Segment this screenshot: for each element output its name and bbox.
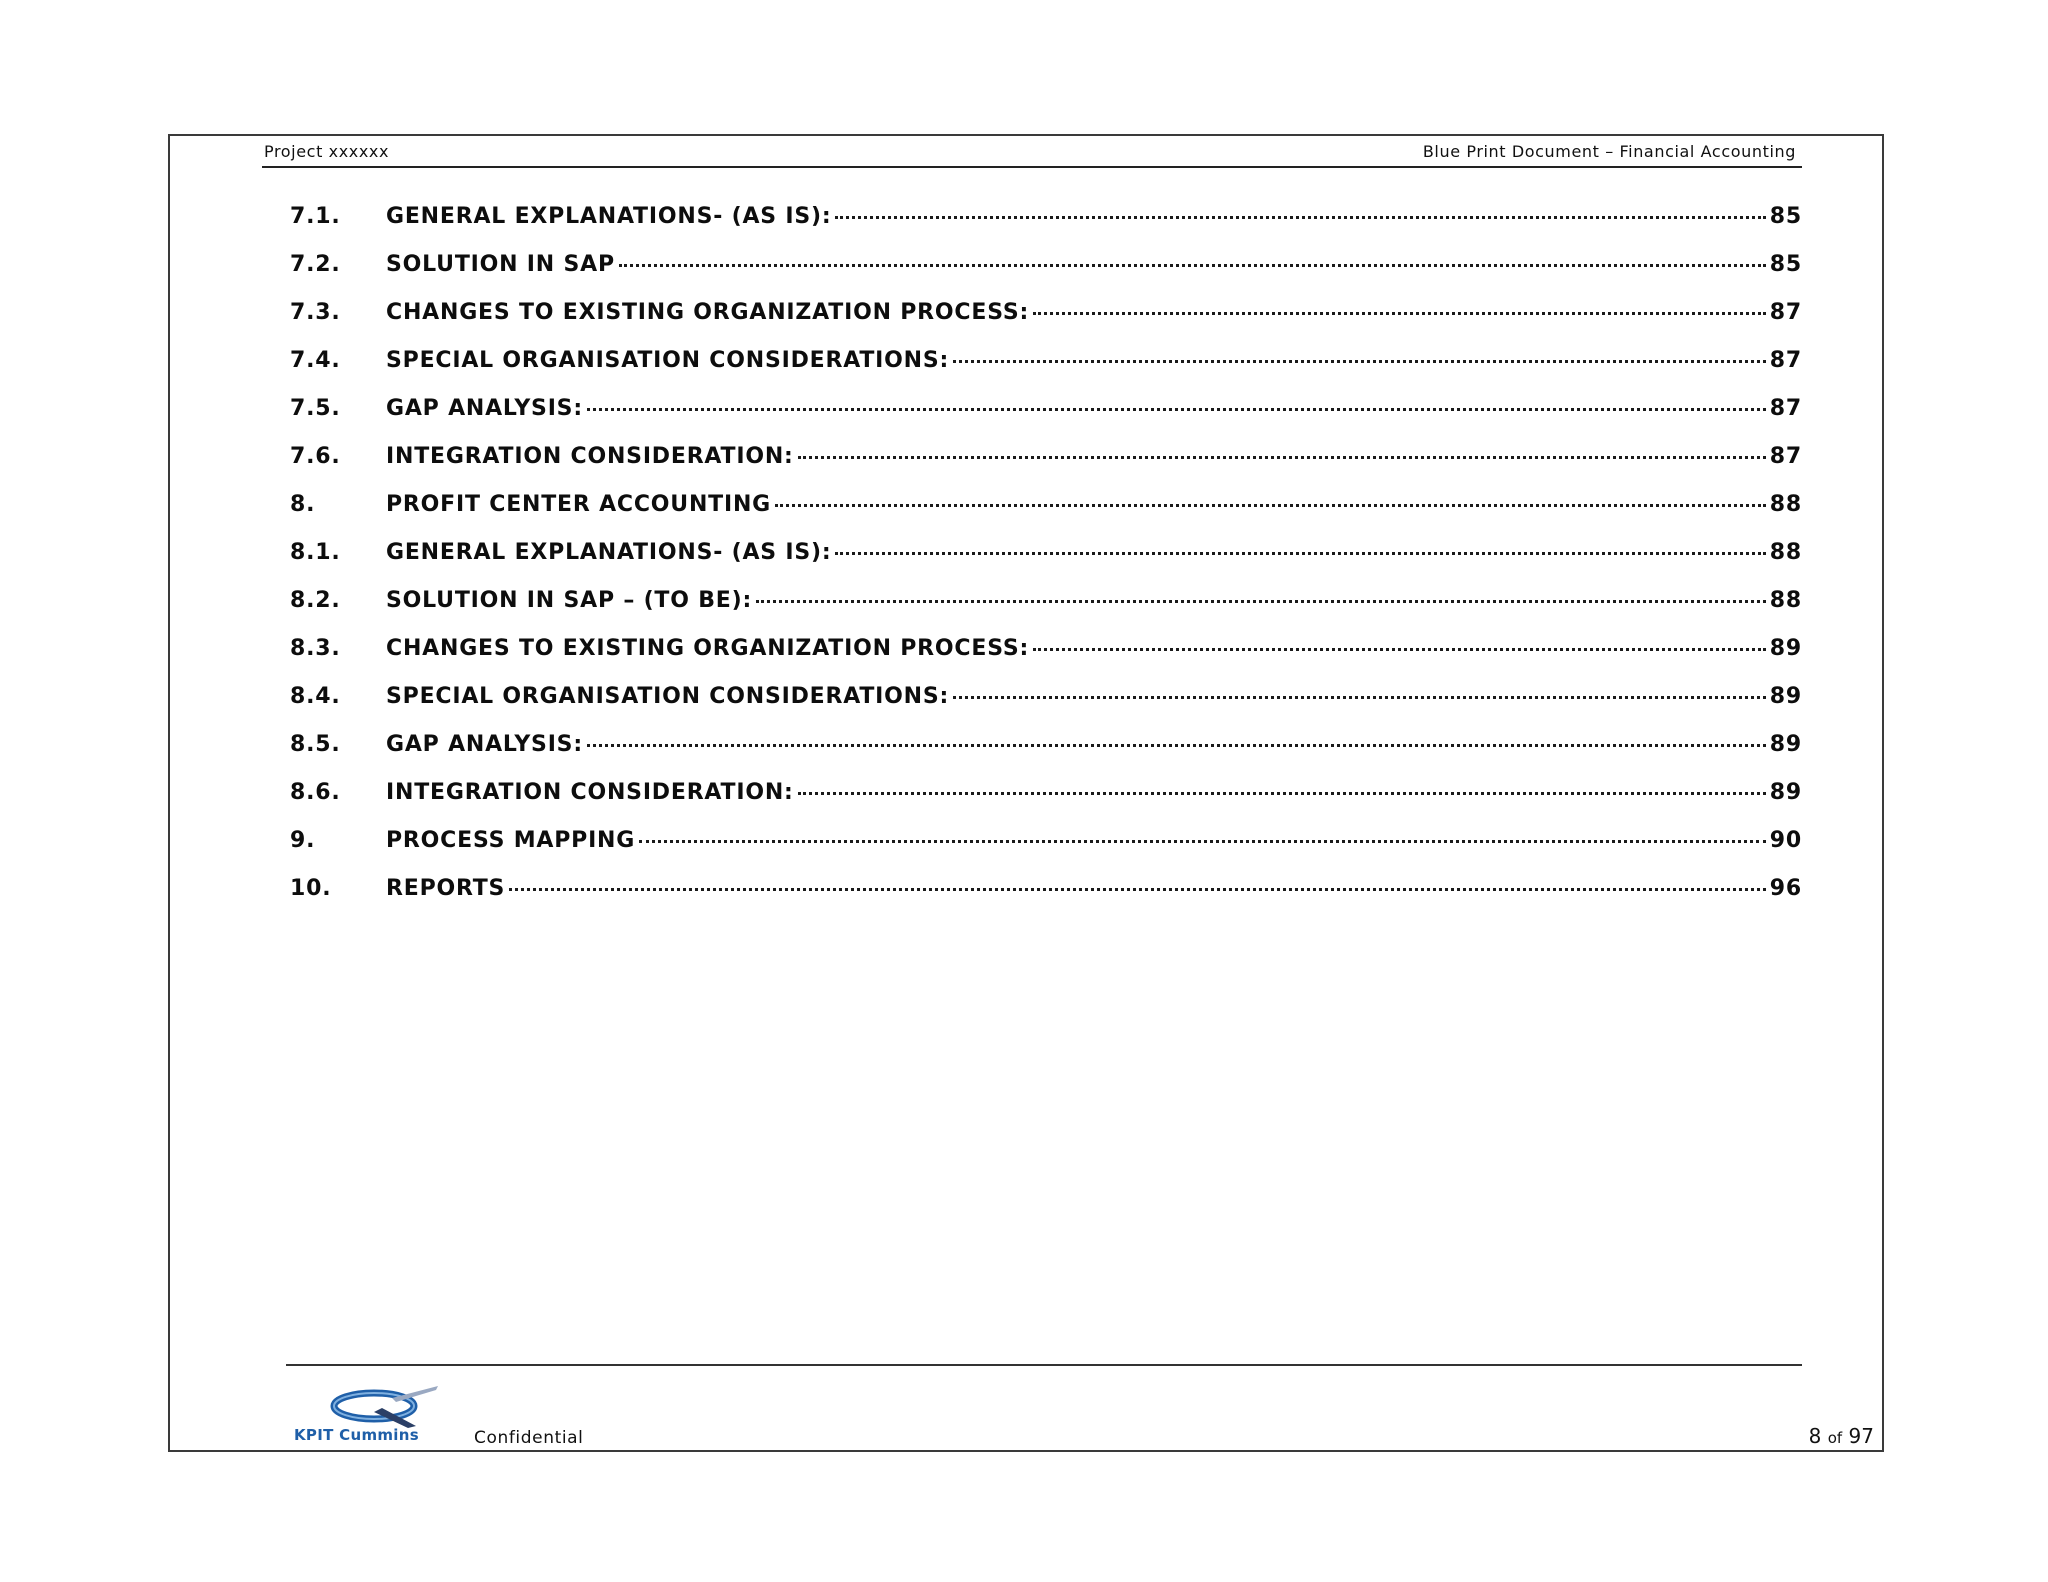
toc-entry[interactable]	[290, 396, 1802, 444]
toc-entry-page: 85	[1769, 204, 1802, 229]
toc-entry-title: GAP ANALYSIS:	[386, 396, 583, 421]
toc-entry-page: 89	[1769, 780, 1802, 805]
toc-entry-number: 7.4.	[290, 348, 341, 373]
toc-entry-page: 87	[1769, 444, 1802, 469]
toc-entry-page: 87	[1769, 396, 1802, 421]
toc-entry-title: GENERAL EXPLANATIONS- (AS IS):	[386, 204, 832, 229]
toc-dot-leader	[798, 456, 1766, 459]
footer-divider	[286, 1364, 1802, 1366]
toc-entry-title: PROFIT CENTER ACCOUNTING	[386, 492, 772, 517]
toc-entry[interactable]	[290, 636, 1802, 684]
toc-entry[interactable]	[290, 492, 1802, 540]
toc-entry-title: SOLUTION IN SAP	[386, 252, 615, 277]
toc-entry-title: INTEGRATION CONSIDERATION:	[386, 780, 794, 805]
page-header	[262, 140, 1802, 168]
toc-dot-leader	[587, 744, 1766, 747]
toc-entry-title: INTEGRATION CONSIDERATION:	[386, 444, 794, 469]
confidential-label: Confidential	[474, 1428, 584, 1448]
toc-entry-page: 88	[1769, 540, 1802, 565]
table-of-contents	[290, 204, 1802, 924]
toc-entry[interactable]	[290, 588, 1802, 636]
kpit-cummins-logo-icon	[312, 1384, 442, 1430]
toc-dot-leader	[775, 504, 1766, 507]
toc-entry-number: 7.2.	[290, 252, 341, 277]
toc-entry-title: SPECIAL ORGANISATION CONSIDERATIONS:	[386, 348, 950, 373]
toc-entry[interactable]	[290, 204, 1802, 252]
toc-entry[interactable]	[290, 876, 1802, 924]
header-project-name: Project xxxxxx	[264, 142, 390, 161]
toc-entry-page: 87	[1769, 300, 1802, 325]
toc-entry-title: SOLUTION IN SAP – (TO BE):	[386, 588, 753, 613]
toc-entry-page: 89	[1769, 684, 1802, 709]
toc-dot-leader	[639, 840, 1766, 843]
toc-entry-number: 8.5.	[290, 732, 341, 757]
toc-entry[interactable]	[290, 252, 1802, 300]
toc-entry-page: 88	[1769, 588, 1802, 613]
toc-entry[interactable]	[290, 540, 1802, 588]
page-current: 8	[1808, 1424, 1822, 1448]
toc-dot-leader	[1033, 648, 1766, 651]
toc-entry[interactable]	[290, 444, 1802, 492]
toc-entry-page: 90	[1769, 828, 1802, 853]
toc-entry[interactable]	[290, 684, 1802, 732]
toc-entry-number: 7.3.	[290, 300, 341, 325]
toc-entry-title: CHANGES TO EXISTING ORGANIZATION PROCESS:	[386, 636, 1030, 661]
toc-entry-number: 8.1.	[290, 540, 341, 565]
toc-dot-leader	[756, 600, 1766, 603]
toc-entry-title: GAP ANALYSIS:	[386, 732, 583, 757]
toc-dot-leader	[953, 696, 1766, 699]
toc-entry-title: CHANGES TO EXISTING ORGANIZATION PROCESS:	[386, 300, 1030, 325]
toc-entry-page: 87	[1769, 348, 1802, 373]
toc-entry-number: 10.	[290, 876, 332, 901]
toc-dot-leader	[835, 216, 1765, 219]
toc-entry-number: 8.	[290, 492, 316, 517]
toc-entry-page: 89	[1769, 732, 1802, 757]
toc-entry-number: 7.1.	[290, 204, 341, 229]
toc-entry-title: PROCESS MAPPING	[386, 828, 636, 853]
toc-entry-number: 8.4.	[290, 684, 341, 709]
toc-entry[interactable]	[290, 780, 1802, 828]
toc-entry[interactable]	[290, 732, 1802, 780]
toc-entry[interactable]	[290, 828, 1802, 876]
header-document-title: Blue Print Document – Financial Accounting	[1422, 142, 1796, 161]
toc-entry-number: 8.2.	[290, 588, 341, 613]
toc-entry-number: 8.6.	[290, 780, 341, 805]
toc-entry-number: 7.5.	[290, 396, 341, 421]
toc-dot-leader	[1033, 312, 1766, 315]
toc-entry[interactable]	[290, 300, 1802, 348]
toc-entry[interactable]	[290, 348, 1802, 396]
toc-entry-title: SPECIAL ORGANISATION CONSIDERATIONS:	[386, 684, 950, 709]
company-logo	[292, 1384, 472, 1446]
toc-dot-leader	[587, 408, 1766, 411]
toc-entry-page: 89	[1769, 636, 1802, 661]
page-number	[1809, 1424, 1874, 1448]
toc-entry-title: GENERAL EXPLANATIONS- (AS IS):	[386, 540, 832, 565]
page-of-label: of	[1827, 1429, 1843, 1447]
toc-entry-title: REPORTS	[386, 876, 506, 901]
toc-entry-page: 85	[1769, 252, 1802, 277]
toc-dot-leader	[953, 360, 1766, 363]
toc-entry-number: 8.3.	[290, 636, 341, 661]
toc-entry-number: 7.6.	[290, 444, 341, 469]
toc-dot-leader	[509, 888, 1766, 891]
toc-dot-leader	[619, 264, 1766, 267]
logo-wordmark: KPIT Cummins	[294, 1426, 419, 1444]
toc-entry-number: 9.	[290, 828, 316, 853]
toc-entry-page: 96	[1769, 876, 1802, 901]
toc-entry-page: 88	[1769, 492, 1802, 517]
toc-dot-leader	[835, 552, 1765, 555]
toc-dot-leader	[798, 792, 1766, 795]
page-total: 97	[1848, 1424, 1874, 1448]
